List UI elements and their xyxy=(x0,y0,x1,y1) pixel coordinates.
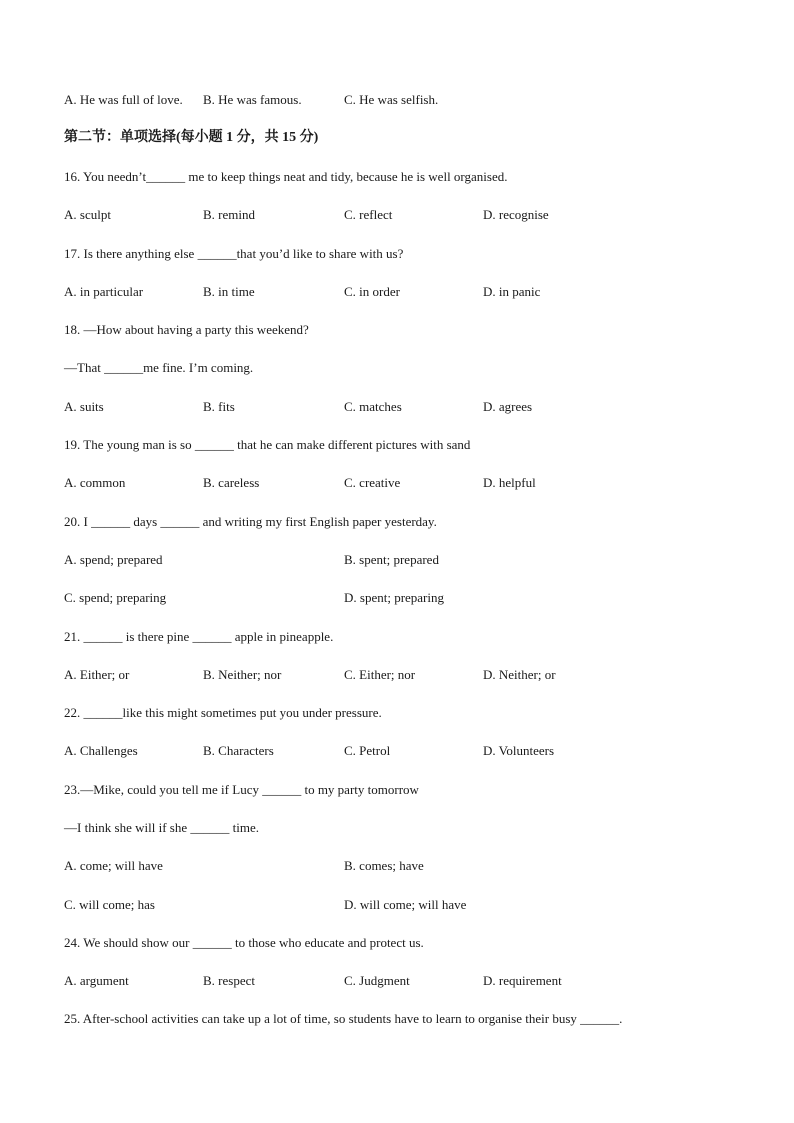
question-24-option-a: A. argument xyxy=(64,973,129,988)
question-22-stem: 22. ______like this might sometimes put you under pressure. xyxy=(64,705,382,720)
question-20-option-c: C. spend; preparing xyxy=(64,590,167,605)
question-18-reply: —That ______me fine. I’m coming. xyxy=(64,360,254,375)
question-24-option-d: D. requirement xyxy=(483,973,562,988)
question-24-option-b: B. respect xyxy=(203,973,255,988)
question-18-option-b: B. fits xyxy=(203,399,235,414)
question-22-option-c: C. Petrol xyxy=(344,743,391,758)
question-19-option-a: A. common xyxy=(64,475,126,490)
question-21-option-c: C. Either; nor xyxy=(344,667,416,682)
question-23-option-b: B. comes; have xyxy=(344,858,424,873)
question-21-option-b: B. Neither; nor xyxy=(203,667,282,682)
question-18-stem: 18. —How about having a party this weekend? xyxy=(64,322,309,337)
question-23-option-d: D. will come; will have xyxy=(344,897,467,912)
question-23-stem: 23.—Mike, could you tell me if Lucy ______ to my party tomorrow xyxy=(64,782,419,797)
question-17-option-a: A. in particular xyxy=(64,284,144,299)
prev-option-a: A. He was full of love. xyxy=(64,92,183,107)
question-23-option-a: A. come; will have xyxy=(64,858,163,873)
question-19-option-d: D. helpful xyxy=(483,475,536,490)
question-24-stem: 24. We should show our ______ to those who educate and protect us. xyxy=(64,935,424,950)
question-16-stem: 16. You needn’t______ me to keep things neat and tidy, because he is well organised. xyxy=(64,169,508,184)
prev-option-c: C. He was selfish. xyxy=(344,92,439,107)
question-20-option-b: B. spent; prepared xyxy=(344,552,439,567)
question-20-stem: 20. I ______ days ______ and writing my first English paper yesterday. xyxy=(64,514,437,529)
question-21-option-a: A. Either; or xyxy=(64,667,130,682)
question-20-option-d: D. spent; preparing xyxy=(344,590,445,605)
question-17-option-d: D. in panic xyxy=(483,284,541,299)
question-22-option-d: D. Volunteers xyxy=(483,743,555,758)
question-21-stem: 21. ______ is there pine ______ apple in pineapple. xyxy=(64,629,334,644)
question-24-option-c: C. Judgment xyxy=(344,973,410,988)
question-25-stem: 25. After-school activities can take up a lot of time, so students have to learn to organise their busy ______. xyxy=(64,1011,623,1026)
question-16-option-d: D. recognise xyxy=(483,207,549,222)
question-21-option-d: D. Neither; or xyxy=(483,667,556,682)
question-16-option-a: A. sculpt xyxy=(64,207,111,222)
question-22-option-b: B. Characters xyxy=(203,743,274,758)
question-17-option-c: C. in order xyxy=(344,284,400,299)
question-19-stem: 19. The young man is so ______ that he can make different pictures with sand xyxy=(64,437,471,452)
question-23-reply: —I think she will if she ______ time. xyxy=(64,820,259,835)
prev-option-b: B. He was famous. xyxy=(203,92,302,107)
question-18-option-c: C. matches xyxy=(344,399,402,414)
question-18-option-d: D. agrees xyxy=(483,399,533,414)
question-22-option-a: A. Challenges xyxy=(64,743,138,758)
question-16-option-b: B. remind xyxy=(203,207,255,222)
question-17-option-b: B. in time xyxy=(203,284,255,299)
question-16-option-c: C. reflect xyxy=(344,207,393,222)
question-20-option-a: A. spend; prepared xyxy=(64,552,163,567)
question-17-stem: 17. Is there anything else ______that you’d like to share with us? xyxy=(64,246,404,261)
section-heading: 第二节：单项选择(每小题 1 分，共 15 分) xyxy=(64,130,319,145)
question-18-option-a: A. suits xyxy=(64,399,104,414)
question-19-option-c: C. creative xyxy=(344,475,401,490)
question-19-option-b: B. careless xyxy=(203,475,260,490)
question-23-option-c: C. will come; has xyxy=(64,897,155,912)
